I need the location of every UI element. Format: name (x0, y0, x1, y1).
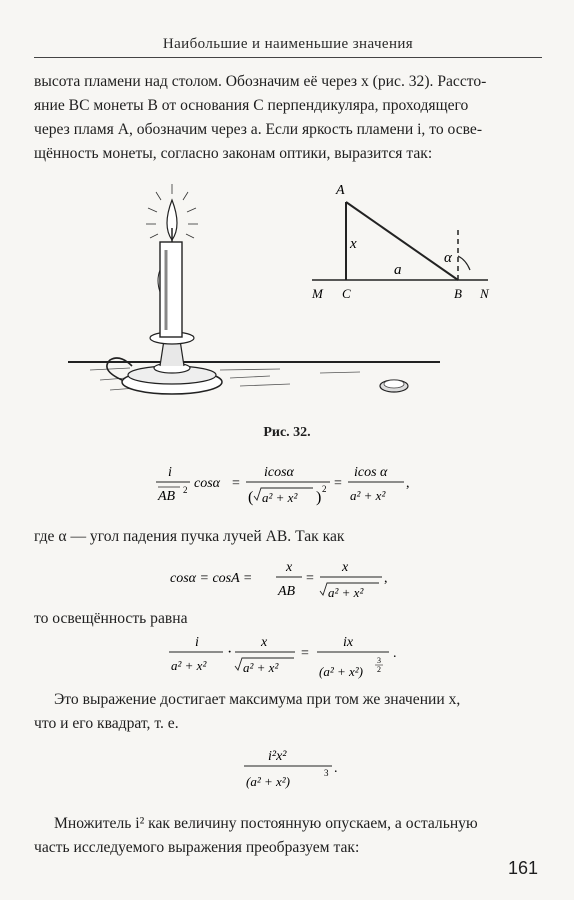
f3-dot: · (227, 644, 233, 661)
figure-caption: Рис. 32. (263, 425, 311, 440)
f1-cos: cosα (194, 476, 221, 491)
f1-rad: a² + x² (262, 490, 298, 505)
text-line: щённость монеты, согласно законам оптики, выразится так: (34, 145, 433, 162)
f3-ix: ix (343, 635, 354, 650)
f3-exp-num: 3 (377, 656, 381, 665)
f1-den: a² + x² (350, 488, 386, 503)
label-a-point: A (336, 183, 345, 198)
text-where: где α — угол падения пучка лучей AB. Так как (34, 528, 345, 545)
text-line: высота пламени над столом. Обозначим её через x (рис. 32). Рассто- (34, 73, 487, 90)
text-line: через пламя A, обозначим через a. Если яркость пламени i, то осве- (34, 121, 483, 138)
formula-3 (165, 630, 405, 690)
angle-arc (458, 256, 470, 270)
f3-exp-den: 2 (377, 665, 381, 674)
paragraph-maximum (34, 688, 542, 736)
svg-text:=: = (306, 571, 314, 586)
text-line: Множитель i² как величину постоянную опускаем, а остальную (54, 815, 478, 832)
paragraph-intro (34, 70, 542, 166)
f2-rad: a² + x² (328, 585, 364, 600)
f4-exp: 3 (324, 768, 329, 778)
f4-den: (a² + x²) (246, 774, 290, 789)
f3-den1: a² + x² (171, 658, 207, 673)
f2-x1: x (286, 560, 293, 575)
svg-text:=: = (301, 646, 309, 661)
f4-period: . (334, 761, 338, 776)
f2-cos: cosα = cosA = (170, 571, 253, 586)
label-b: B (454, 286, 462, 301)
f3-period: . (393, 646, 397, 661)
f3-rad: a² + x² (243, 660, 279, 675)
formula-2 (170, 555, 410, 605)
figure-32 (60, 170, 540, 420)
f3-x: x (261, 635, 268, 650)
label-n: N (480, 286, 489, 301)
label-m: M (312, 286, 323, 301)
text-then: то освещённость равна (34, 610, 188, 627)
f4-num: i²x² (268, 749, 287, 764)
f1-sq: 2 (322, 484, 327, 494)
f1-comma: , (406, 476, 410, 491)
f2-x2: x (342, 560, 349, 575)
f1-icos2: icos α (354, 465, 388, 480)
triangle-diagram (311, 183, 490, 301)
text-line: Это выражение достигает максимума при том же значении x, (54, 691, 461, 708)
label-alpha: α (444, 250, 452, 266)
f1-i: i (168, 465, 172, 480)
text-line: яние BC монеты B от основания C перпендикуляра, проходящего (34, 97, 469, 114)
f2-ab: AB (278, 584, 296, 599)
coin-icon (380, 380, 408, 392)
label-x: x (350, 236, 357, 252)
f1-eq2: = (334, 476, 342, 491)
f1-paren-open: ( (248, 489, 254, 506)
page-number: 161 (507, 858, 538, 878)
f1-paren-close: ) (316, 489, 322, 506)
text-line: что и его квадрат, т. е. (34, 715, 179, 732)
label-a-side: a (394, 262, 402, 278)
f3-i: i (195, 635, 199, 650)
f1-ab: AB (158, 489, 176, 504)
side-ab (346, 202, 458, 280)
f1-icos: icosα (264, 465, 294, 480)
label-c: C (342, 286, 351, 301)
f1-ab-exp: 2 (183, 485, 188, 495)
running-header: Наибольшие и наименьшие значения (34, 36, 542, 58)
paragraph-multiplier (34, 812, 542, 860)
formula-4 (240, 742, 360, 796)
f2-comma: , (384, 571, 388, 586)
text-line: часть исследуемого выражения преобразуем так: (34, 839, 360, 856)
f1-eq1: = (232, 476, 240, 491)
formula-1 (150, 460, 440, 516)
f3-den: (a² + x²) (319, 664, 363, 679)
